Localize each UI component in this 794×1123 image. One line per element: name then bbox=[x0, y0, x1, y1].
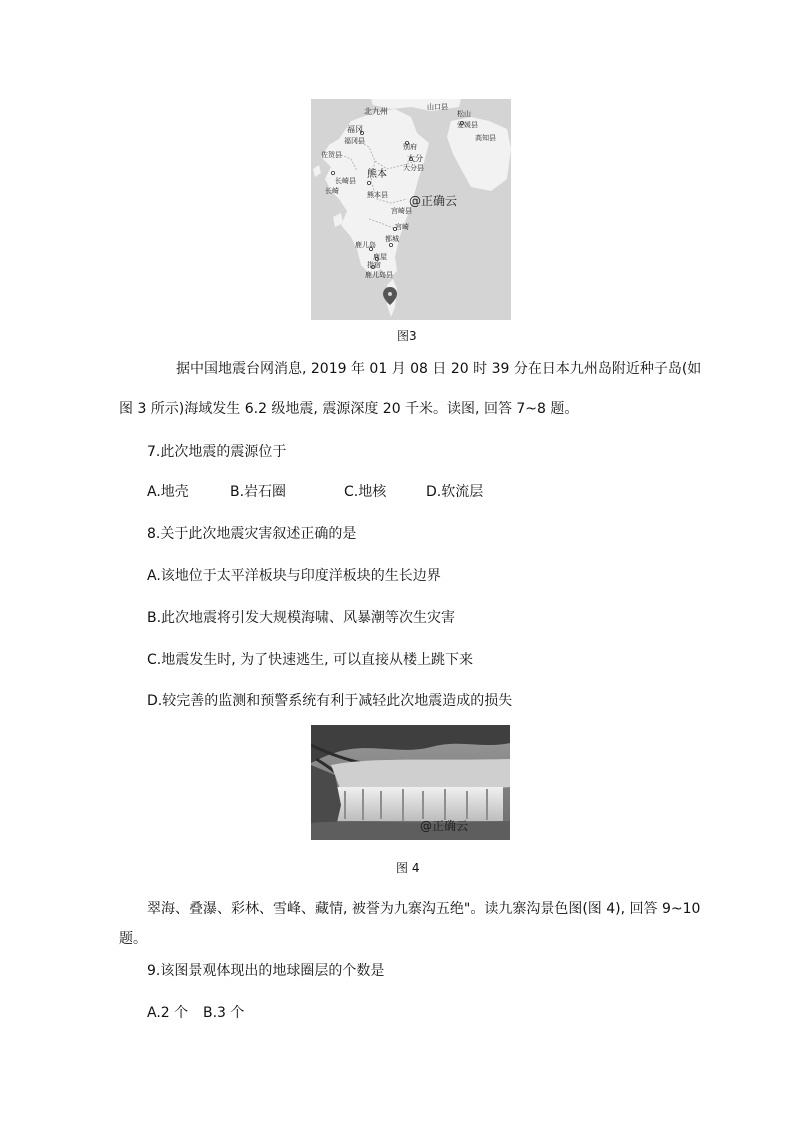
map-label-saga: 佐贺县 bbox=[321, 151, 342, 159]
question-7-option-c: C.地核 bbox=[344, 484, 387, 500]
figure-3-map bbox=[311, 99, 511, 320]
jiuzhaigou-paragraph-line-2: 题。 bbox=[119, 931, 147, 947]
map-label-oita-pref: 大分县 bbox=[403, 164, 424, 172]
question-7-option-b: B.岩石圈 bbox=[230, 484, 287, 500]
map-label-miyazaki: 宫崎 bbox=[395, 223, 409, 231]
figure-3-caption: 图3 bbox=[397, 329, 417, 343]
map-label-kumamoto-pref: 熊本县 bbox=[367, 191, 388, 199]
map-label-miyakonojo: 都城 bbox=[385, 235, 399, 243]
figure-4-caption: 图 4 bbox=[396, 861, 420, 875]
question-8-option-a: A.该地位于太平洋板块与印度洋板块的生长边界 bbox=[147, 568, 441, 584]
question-9-option-a: A.2 个 bbox=[147, 1005, 189, 1021]
photo-watermark: @正确云 bbox=[420, 819, 469, 833]
map-label-oita: 大分 bbox=[407, 154, 423, 163]
map-label-ibusuki: 指宿 bbox=[367, 261, 381, 269]
question-8-stem: 8.关于此次地震灾害叙述正确的是 bbox=[147, 526, 357, 542]
map-label-yamaguchi: 山口县 bbox=[427, 103, 448, 111]
figure-4-photo bbox=[311, 725, 510, 840]
question-9-option-b: B.3 个 bbox=[203, 1005, 245, 1021]
intro-paragraph-line-1: 据中国地震台网消息, 2019 年 01 月 08 日 20 时 39 分在日本九州岛附近种子岛(如 bbox=[176, 361, 702, 377]
map-watermark: @正确云 bbox=[409, 194, 458, 208]
jiuzhaigou-paragraph-line-1: 翠海、叠瀑、彩林、雪峰、藏情, 被誉为九寨沟五绝"。读九寨沟景色图(图 4), 回答 9~10 bbox=[147, 901, 701, 917]
intro-paragraph-line-2: 图 3 所示)海域发生 6.2 级地震, 震源深度 20 千米。读图, 回答 7~8 题。 bbox=[119, 401, 579, 417]
question-9-stem: 9.该图景观体现出的地球圈层的个数是 bbox=[147, 963, 385, 979]
map-label-matsuyama: 松山 bbox=[457, 110, 471, 118]
question-7-option-d: D.软流层 bbox=[426, 484, 484, 500]
map-label-kochi: 高知县 bbox=[475, 134, 496, 142]
map-label-kumamoto: 熊本 bbox=[367, 169, 387, 180]
map-label-kanoya: 鹿屋 bbox=[373, 253, 387, 261]
map-label-ehime: 爱媛县 bbox=[457, 121, 478, 129]
map-label-beppu: 别府 bbox=[403, 143, 417, 151]
question-8-option-d: D.较完善的监测和预警系统有利于减轻此次地震造成的损失 bbox=[147, 693, 513, 709]
map-label-kagoshima: 鹿儿岛 bbox=[355, 241, 376, 249]
map-label-fukuoka: 福冈 bbox=[347, 125, 363, 134]
map-label-kitakyushu: 北九州 bbox=[364, 107, 388, 116]
waterfall-photo-graphic bbox=[311, 725, 510, 840]
map-label-fukuoka-pref: 福冈县 bbox=[344, 137, 365, 145]
map-label-nagasaki-pref: 长崎县 bbox=[335, 177, 356, 185]
map-label-kagoshima-pref: 鹿儿岛县 bbox=[365, 271, 393, 279]
question-8-option-c: C.地震发生时, 为了快速逃生, 可以直接从楼上跳下来 bbox=[147, 652, 474, 668]
question-8-option-b: B.此次地震将引发大规模海啸、风暴潮等次生灾害 bbox=[147, 610, 456, 626]
question-7-option-a: A.地壳 bbox=[147, 484, 189, 500]
question-7-stem: 7.此次地震的震源位于 bbox=[147, 444, 287, 460]
map-label-miyazaki-pref: 宫崎县 bbox=[391, 207, 412, 215]
map-label-nagasaki: 长崎 bbox=[325, 187, 339, 195]
